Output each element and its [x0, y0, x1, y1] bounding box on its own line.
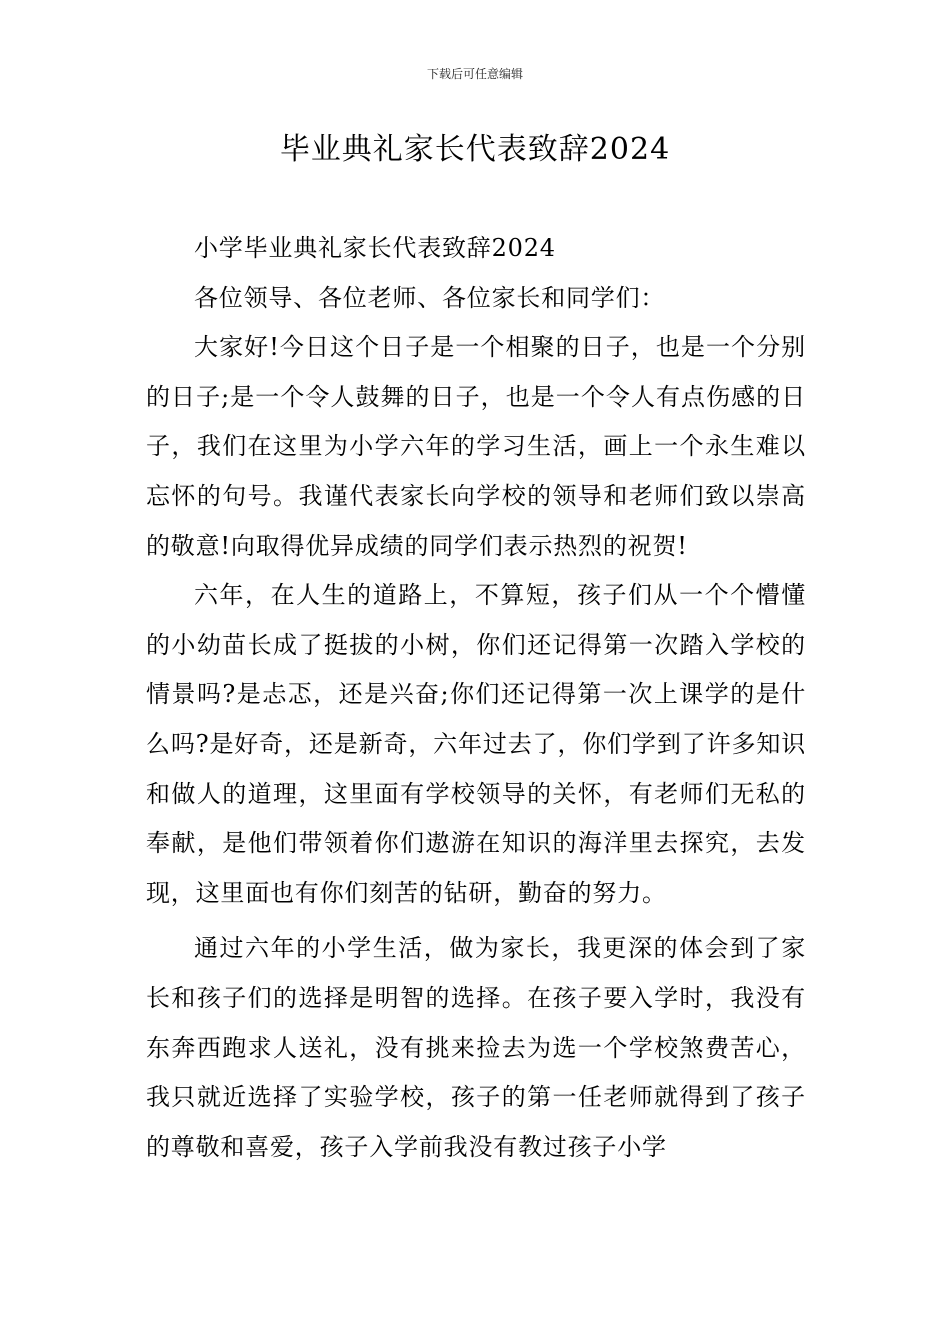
paragraph: 通过六年的小学生活，做为家长，我更深的体会到了家长和孩子们的选择是明智的选择。在孩子要入学时，我没有东奔西跑求人送礼，没有挑来捡去为选一个学校煞费苦心，我只就近选择了实验学校，孩子的第一任老师就得到了孩子的尊敬和喜爱，孩子入学前我没有教过孩子小学	[146, 934, 806, 1161]
paragraph-greeting: 各位领导、各位老师、各位家长和同学们：	[194, 283, 666, 312]
header-note: 下载后可任意编辑	[426, 67, 523, 81]
paragraph: 六年，在人生的道路上，不算短，孩子们从一个个懵懂的小幼苗长成了挺拔的小树，你们还记得第一次踏入学校的情景吗?是忐忑，还是兴奋;你们还记得第一次上课学的是什么吗?是好奇，还是新奇，六年过去了，你们学到了许多知识和做人的道理，这里面有学校领导的关怀，有老师们无私的奉献，是他们带领着你们遨游在知识的海洋里去探究，去发现，这里面也有你们刻苦的钻研，勤奋的努力。	[146, 581, 806, 907]
paragraph-subtitle: 小学毕业典礼家长代表致辞2024	[194, 234, 556, 262]
document-title: 毕业典礼家长代表致辞2024	[279, 132, 671, 167]
document-body	[146, 224, 806, 1172]
paragraph: 大家好!今日这个日子是一个相聚的日子，也是一个分别的日子;是一个令人鼓舞的日子，也是一个令人有点伤感的日子，我们在这里为小学六年的学习生活，画上一个永生难以忘怀的句号。我谨代表家长向学校的领导和老师们致以崇高的敬意!向取得优异成绩的同学们表示热烈的祝贺!	[146, 333, 806, 560]
